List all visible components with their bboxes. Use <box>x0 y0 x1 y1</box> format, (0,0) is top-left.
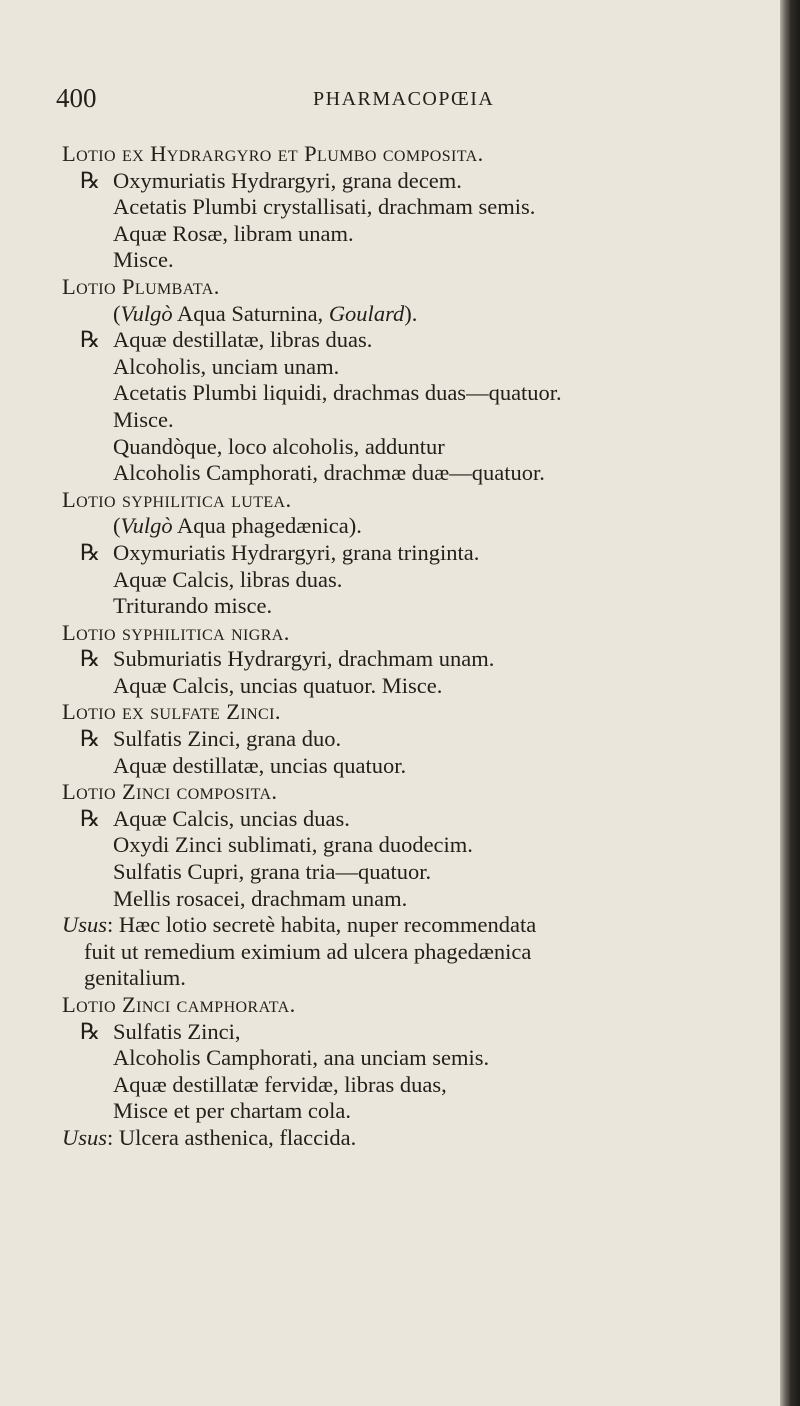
ingredient-line <box>0 354 780 381</box>
section-heading <box>0 779 780 806</box>
recipe-symbol-icon: ℞ <box>80 167 101 193</box>
line-suffix: ). <box>404 300 418 326</box>
usage-text: : Ulcera asthenica, flaccida. <box>107 1124 357 1150</box>
line-text: Quandòque, loco alcoholis, adduntur <box>113 433 445 459</box>
line-text: Alcoholis Camphorati, drachmæ duæ—quatuor. <box>113 460 545 486</box>
recipe-text: Oxymuriatis Hydrargyri, grana decem. <box>113 167 462 193</box>
line-text: Mellis rosacei, drachmam unam. <box>113 885 408 911</box>
ingredient-line <box>0 1072 780 1099</box>
recipe-line <box>0 646 780 673</box>
line-text: Aquæ destillatæ, uncias quatuor. <box>113 752 407 778</box>
line-text: Triturando misce. <box>113 593 273 619</box>
heading-text: Lotio syphilitica nigra. <box>62 619 290 645</box>
continuation-line <box>0 965 780 992</box>
line-text: Misce et per chartam cola. <box>113 1098 352 1124</box>
line-text: Aquæ destillatæ fervidæ, libras duas, <box>113 1071 447 1097</box>
recipe-symbol-icon: ℞ <box>80 1018 101 1044</box>
line-text: Aquæ Rosæ, libram unam. <box>113 220 354 246</box>
ingredient-line <box>0 593 780 620</box>
scanned-page-edge <box>780 0 800 1406</box>
ingredient-line <box>0 221 780 248</box>
heading-text: Lotio ex Hydrargyro et Plumbo composita. <box>62 141 484 166</box>
line-prefix: ( <box>113 300 121 326</box>
page-number: 400 <box>56 83 97 113</box>
ingredient-line <box>0 513 780 540</box>
ingredient-line <box>0 1098 780 1125</box>
recipe-symbol-icon: ℞ <box>80 539 101 565</box>
recipe-line <box>0 806 780 833</box>
recipe-text: Aquæ Calcis, uncias duas. <box>113 805 350 831</box>
ingredient-line <box>0 886 780 913</box>
recipe-symbol-icon: ℞ <box>80 327 101 353</box>
line-text: genitalium. <box>84 965 186 991</box>
recipe-text: Submuriatis Hydrargyri, drachmam unam. <box>113 646 495 672</box>
line-italic: Vulgò <box>120 300 173 326</box>
heading-text: Lotio Plumbata. <box>62 273 220 299</box>
line-text: Aquæ Calcis, libras duas. <box>113 566 343 592</box>
heading-text: Lotio Zinci composita. <box>62 779 278 805</box>
line-text: Misce. <box>113 247 174 273</box>
recipe-symbol-icon: ℞ <box>80 805 101 831</box>
recipe-symbol-icon: ℞ <box>80 726 101 752</box>
section-heading <box>0 620 780 647</box>
line-italic: Vulgò <box>120 513 173 539</box>
heading-text: Lotio ex sulfate Zinci. <box>62 699 281 725</box>
line-text: Acetatis Plumbi crystallisati, drachmam semis. <box>113 194 536 220</box>
line-text: Aquæ Calcis, uncias quatuor. Misce. <box>113 672 443 698</box>
page-header <box>0 80 780 116</box>
usage-label: Usus <box>62 912 108 938</box>
section-heading <box>0 274 780 301</box>
ingredient-line <box>0 380 780 407</box>
recipe-text: Sulfatis Zinci, <box>113 1018 241 1044</box>
ingredient-line <box>0 194 780 221</box>
recipe-line <box>0 168 780 195</box>
ingredient-line <box>0 832 780 859</box>
continuation-line <box>0 939 780 966</box>
section-heading <box>0 141 780 168</box>
heading-text: Lotio syphilitica lutea. <box>62 486 292 512</box>
section-heading <box>0 992 780 1019</box>
ingredient-line <box>0 434 780 461</box>
ingredient-line <box>0 673 780 700</box>
ingredient-line <box>0 460 780 487</box>
recipe-text: Oxymuriatis Hydrargyri, grana tringinta. <box>113 539 480 565</box>
line-text: Alcoholis, unciam unam. <box>113 353 340 379</box>
line-text: Oxydi Zinci sublimati, grana duodecim. <box>113 832 473 858</box>
recipe-text: Sulfatis Zinci, grana duo. <box>113 726 342 752</box>
heading-text: Lotio Zinci camphorata. <box>62 992 296 1017</box>
line-middle: Aqua Saturnina, <box>172 300 329 326</box>
line-text: Sulfatis Cupri, grana tria—quatuor. <box>113 859 432 885</box>
section-heading <box>0 487 780 514</box>
page-body <box>0 141 780 1152</box>
ingredient-line <box>0 859 780 886</box>
section-heading <box>0 699 780 726</box>
line-middle: Aqua phagedænica). <box>172 513 362 539</box>
usage-line <box>0 912 780 939</box>
recipe-line <box>0 327 780 354</box>
recipe-symbol-icon: ℞ <box>80 646 101 672</box>
ingredient-line <box>0 301 780 328</box>
recipe-line <box>0 540 780 567</box>
usage-label: Usus <box>62 1124 108 1150</box>
ingredient-line <box>0 407 780 434</box>
ingredient-line <box>0 1045 780 1072</box>
ingredient-line <box>0 753 780 780</box>
recipe-line <box>0 1019 780 1046</box>
line-text: Acetatis Plumbi liquidi, drachmas duas—quatuor. <box>113 380 562 406</box>
running-title: PHARMACOPŒIA <box>313 88 495 110</box>
recipe-text: Aquæ destillatæ, libras duas. <box>113 327 373 353</box>
ingredient-line <box>0 247 780 274</box>
line-text: Alcoholis Camphorati, ana unciam semis. <box>113 1045 490 1071</box>
usage-line <box>0 1125 780 1152</box>
line-italic: Goulard <box>328 300 405 326</box>
recipe-line <box>0 726 780 753</box>
line-text: Misce. <box>113 406 174 432</box>
line-text: fuit ut remedium eximium ad ulcera phagedænica <box>84 938 532 964</box>
line-prefix: ( <box>113 513 121 539</box>
usage-text: : Hæc lotio secretè habita, nuper recommendata <box>107 912 537 938</box>
ingredient-line <box>0 567 780 594</box>
